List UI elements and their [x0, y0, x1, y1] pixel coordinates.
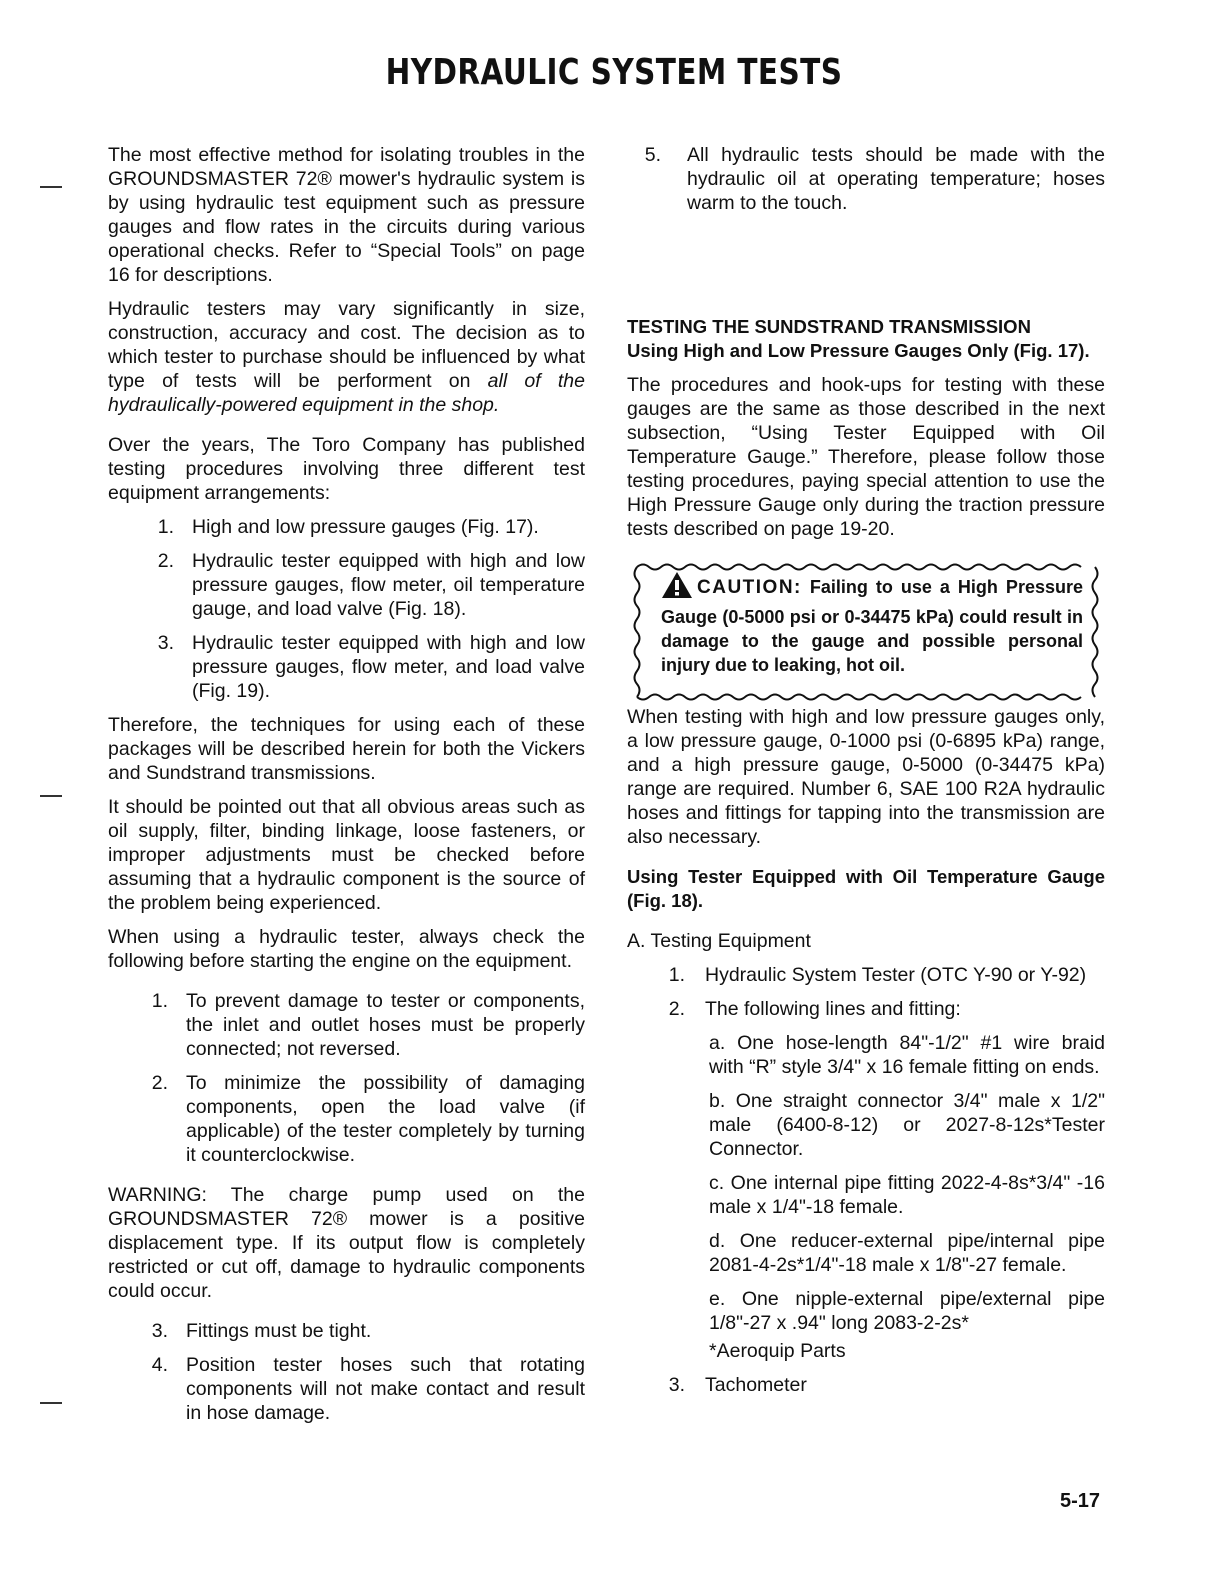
warning-triangle-icon [661, 571, 693, 605]
margin-mark [40, 795, 62, 797]
caution-content [661, 571, 1083, 677]
list-item [108, 549, 585, 621]
list-text: Hydraulic tester equipped with high and low pressure gauges, flow meter, oil temperature gauge, and load valve (Fig. 18). [192, 550, 585, 620]
list-item [108, 515, 585, 539]
obvious-areas-paragraph: It should be pointed out that all obvious areas such as oil supply, filter, binding linkage, loose fasteners, or improper adjustments must be checked before assuming that a hydraulic component is the source of the problem being experienced. [108, 796, 585, 914]
testers-paragraph [108, 297, 585, 417]
list-item [627, 963, 1105, 987]
list-number: 1. [157, 516, 174, 538]
list-item [108, 1353, 585, 1425]
testers-emphasis: all of the hydraulically-powered equipment in the shop. [108, 370, 585, 416]
list-item [108, 1319, 585, 1343]
fitting-item: d. One reducer-external pipe/internal pipe 2081-4-2s*1/4"-18 male x 1/8"-27 female. [709, 1230, 1105, 1276]
list-item [627, 1373, 1105, 1397]
fitting-item: e. One nipple-external pipe/external pipe 1/8"-27 x .94" long 2083-2-2s* [709, 1288, 1105, 1334]
fitting-item: c. One internal pipe fitting 2022-4-8s*3/4" -16 male x 1/4"-18 female. [709, 1172, 1105, 1218]
list-number: 3. [151, 1320, 168, 1342]
list-item [627, 143, 1105, 215]
list-text: All hydraulic tests should be made with the hydraulic oil at operating temperature; hoses warm to the touch. [687, 144, 1105, 214]
check-list-continued [108, 1319, 585, 1425]
section-a-label: A. Testing Equipment [627, 930, 811, 952]
techniques-paragraph: Therefore, the techniques for using each of these packages will be described herein for both the Vickers and Sundstrand transmissions. [108, 714, 585, 784]
list-number: 1. [151, 990, 168, 1012]
fitting-item: a. One hose-length 84"-1/2" #1 wire braid with “R” style 3/4" x 16 female fitting on ends. [709, 1032, 1105, 1078]
list-item [627, 997, 1105, 1021]
list-number: 3. [157, 632, 174, 654]
list-text: Tachometer [705, 1374, 807, 1396]
list-number: 2. [668, 998, 685, 1020]
warning-paragraph: WARNING: The charge pump used on the GROUNDSMASTER 72® mower is a positive displacement type. If its output flow is completely restricted or cut off, damage to hydraulic components could occur. [108, 1184, 585, 1302]
subsection-heading: Using High and Low Pressure Gauges Only (Fig. 17). [627, 340, 1090, 361]
right-column [627, 143, 1105, 1397]
list-text: Position tester hoses such that rotating components will not make contact and result in hose damage. [186, 1354, 585, 1424]
list-item [108, 1071, 585, 1167]
list-number: 4. [151, 1354, 168, 1376]
list-number: 2. [157, 550, 174, 572]
list-item [108, 989, 585, 1061]
testers-text: Hydraulic testers may vary significantly in size, construction, accuracy and cost. The decision as to which tester to purchase should be influenced by what type of tests will be performent on [108, 298, 585, 392]
aeroquip-note: *Aeroquip Parts [709, 1340, 846, 1362]
subsection-heading: Using Tester Equipped with Oil Temperature Gauge (Fig. 18). [627, 866, 1105, 911]
tester-check-paragraph: When using a hydraulic tester, always check the following before starting the engine on the equipment. [108, 926, 585, 972]
gauges-paragraph: When testing with high and low pressure gauges only, a low pressure gauge, 0-1000 psi (0-6895 kPa) range, and a high pressure gauge, 0-5000 (0-34475 kPa) range are required. Number 6, SAE 100 R2A hydraulic hoses and fittings for tapping into the transmission are also necessary. [627, 706, 1105, 848]
list-text: Hydraulic System Tester (OTC Y-90 or Y-92) [705, 964, 1087, 986]
section-heading: TESTING THE SUNDSTRAND TRANSMISSION [627, 316, 1031, 337]
caution-text: Failing to use a High Pressure Gauge (0-5000 psi or 0-34475 kPa) could result in damage to the gauge and possible personal injury due to leaking, hot oil. [661, 577, 1083, 675]
margin-mark [40, 186, 62, 188]
list-text: High and low pressure gauges (Fig. 17). [192, 516, 539, 538]
list-text: To prevent damage to tester or components, the inlet and outlet hoses must be properly connected; not reversed. [186, 990, 585, 1060]
list-number: 5. [644, 144, 661, 166]
list-text: Fittings must be tight. [186, 1320, 372, 1342]
list-text: To minimize the possibility of damaging components, open the load valve (if applicable) of the tester completely by turning it counterclockwise. [186, 1072, 585, 1166]
caution-box [631, 557, 1101, 689]
arrangement-list [108, 515, 585, 703]
list-text: Hydraulic tester equipped with high and low pressure gauges, flow meter, and load valve (Fig. 19). [192, 632, 585, 702]
procedures-paragraph: The procedures and hook-ups for testing with these gauges are the same as those described in the next subsection, “Using Tester Equipped with Oil Temperature Gauge.” Therefore, please follow those testing procedures, paying special attention to use the High Pressure Gauge only during the traction pressure tests described on page 19-20. [627, 374, 1105, 540]
list-number: 1. [668, 964, 685, 986]
caution-label: CAUTION: [697, 577, 802, 598]
list-text: The following lines and fitting: [705, 998, 961, 1020]
fittings-list [627, 1031, 1105, 1363]
page-title: HYDRAULIC SYSTEM TESTS [385, 52, 843, 93]
intro-paragraph: The most effective method for isolating troubles in the GROUNDSMASTER 72® mower's hydraulic system is by using hydraulic test equipment such as pressure gauges and flow rates in the circuits during various operational checks. Refer to “Special Tools” on page 16 for descriptions. [108, 144, 585, 286]
left-column [108, 143, 585, 1425]
fitting-item: b. One straight connector 3/4" male x 1/2" male (6400-8-12) or 2027-8-12s*Tester Connector. [709, 1090, 1105, 1160]
list-number: 3. [668, 1374, 685, 1396]
list-number: 2. [151, 1072, 168, 1094]
check-list [108, 989, 585, 1167]
page-number: 5-17 [1059, 1490, 1100, 1512]
margin-mark [40, 1402, 62, 1404]
history-paragraph: Over the years, The Toro Company has published testing procedures involving three different test equipment arrangements: [108, 434, 585, 504]
list-item [108, 631, 585, 703]
